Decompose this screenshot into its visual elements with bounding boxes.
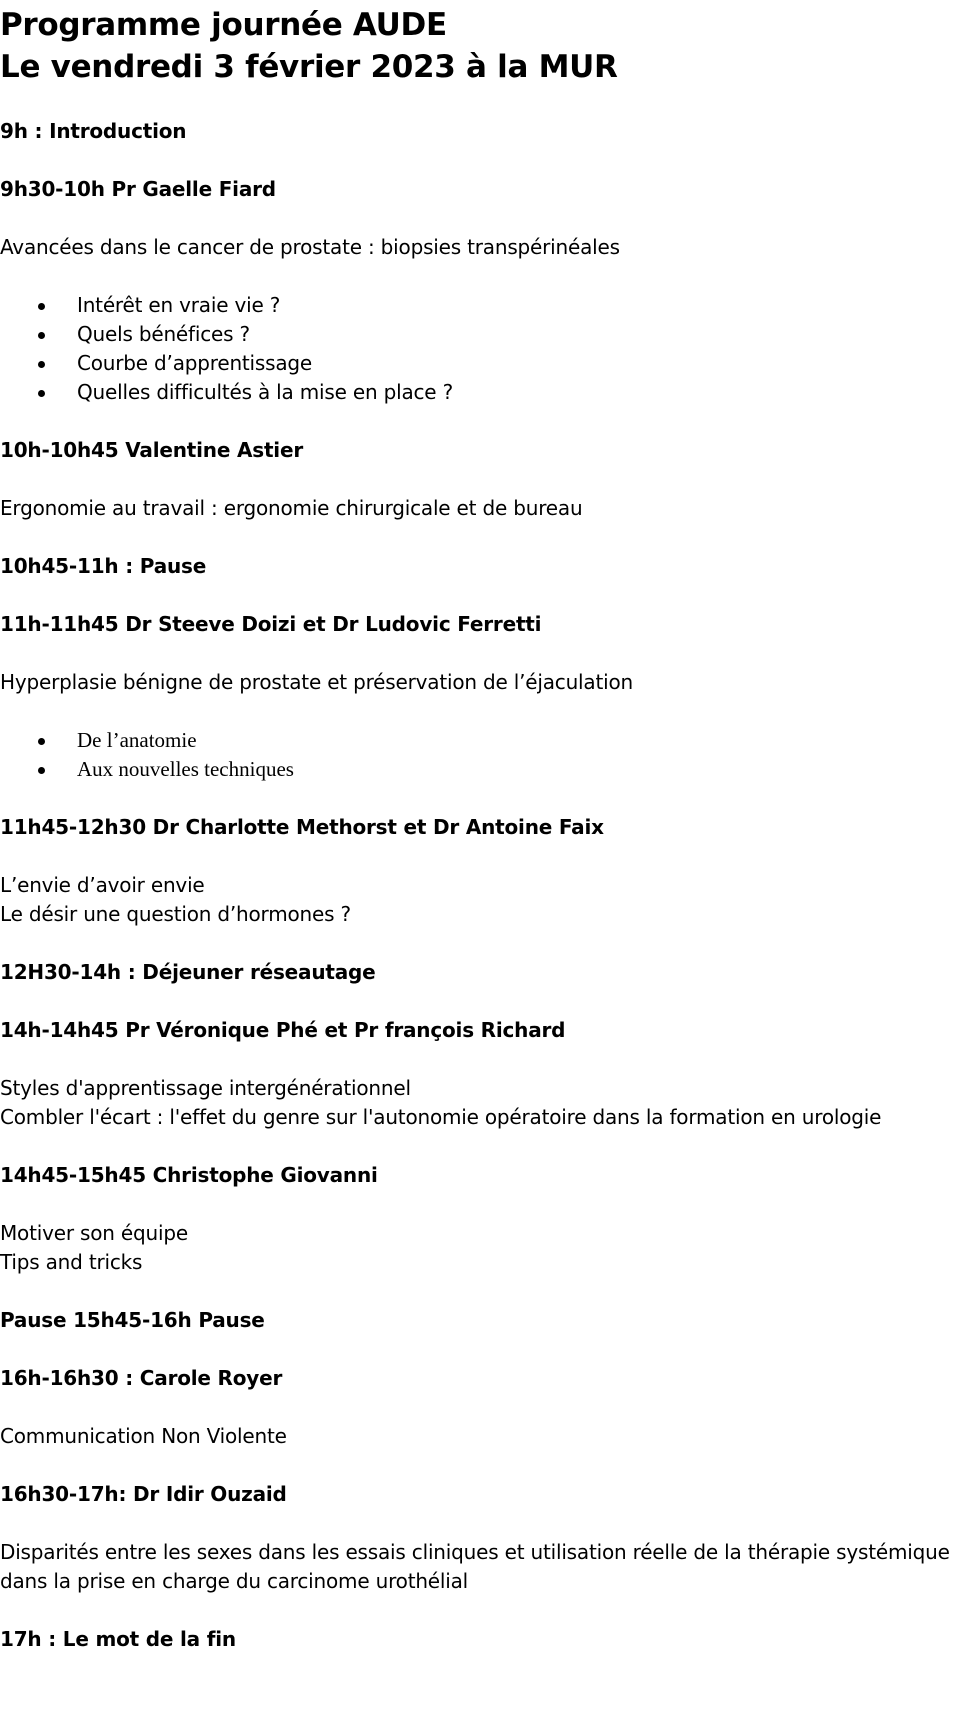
lunch-heading: 12H30-14h : Déjeuner réseautage (0, 960, 376, 984)
session-7-topic: Communication Non Violente (0, 1424, 287, 1448)
session-1-heading: 9h30-10h Pr Gaelle Fiard (0, 177, 276, 201)
page-subtitle: Le vendredi 3 février 2023 à la MUR (0, 49, 618, 85)
session-5-line-2: Combler l'écart : l'effet du genre sur l'autonomie opératoire dans la formation en urologie (0, 1105, 882, 1129)
session-1-topic: Avancées dans le cancer de prostate : biopsies transpérinéales (0, 235, 620, 259)
session-4-line-1: L’envie d’avoir envie (0, 873, 205, 897)
page-title: Programme journée AUDE (0, 7, 447, 43)
session-4-heading: 11h45-12h30 Dr Charlotte Methorst et Dr Antoine Faix (0, 815, 604, 839)
list-item: Quels bénéfices ? (0, 320, 972, 349)
session-5-heading: 14h-14h45 Pr Véronique Phé et Pr françois Richard (0, 1018, 566, 1042)
session-3-heading: 11h-11h45 Dr Steeve Doizi et Dr Ludovic Ferretti (0, 612, 542, 636)
list-item: Aux nouvelles techniques (0, 755, 972, 784)
closing-heading: 17h : Le mot de la fin (0, 1627, 236, 1651)
session-3-bullet-list (0, 726, 972, 784)
intro-heading: 9h : Introduction (0, 119, 187, 143)
session-3-topic: Hyperplasie bénigne de prostate et préservation de l’éjaculation (0, 670, 633, 694)
session-2-topic: Ergonomie au travail : ergonomie chirurgicale et de bureau (0, 496, 583, 520)
session-7-heading: 16h-16h30 : Carole Royer (0, 1366, 283, 1390)
bullet-icon (38, 332, 45, 339)
session-1-bullet-list (0, 291, 972, 407)
bullet-icon (38, 767, 45, 774)
list-item: Intérêt en vraie vie ? (0, 291, 972, 320)
session-8-heading: 16h30-17h: Dr Idir Ouzaid (0, 1482, 287, 1506)
list-item: Courbe d’apprentissage (0, 349, 972, 378)
session-6-line-1: Motiver son équipe (0, 1221, 188, 1245)
bullet-icon (38, 361, 45, 368)
bullet-icon (38, 738, 45, 745)
session-2-heading: 10h-10h45 Valentine Astier (0, 438, 303, 462)
list-item: De l’anatomie (0, 726, 972, 755)
session-6-line-2: Tips and tricks (0, 1250, 143, 1274)
session-8-topic: Disparités entre les sexes dans les essais cliniques et utilisation réelle de la thérapie systémique dans la prise en charge du carcinome urothélial (0, 1540, 950, 1593)
pause-1-heading: 10h45-11h : Pause (0, 554, 207, 578)
session-4-line-2: Le désir une question d’hormones ? (0, 902, 351, 926)
pause-2-heading: Pause 15h45-16h Pause (0, 1308, 265, 1332)
session-6-heading: 14h45-15h45 Christophe Giovanni (0, 1163, 378, 1187)
title-block (0, 0, 972, 88)
list-item: Quelles difficultés à la mise en place ? (0, 378, 972, 407)
bullet-icon (38, 390, 45, 397)
bullet-icon (38, 303, 45, 310)
session-5-line-1: Styles d'apprentissage intergénérationnel (0, 1076, 411, 1100)
